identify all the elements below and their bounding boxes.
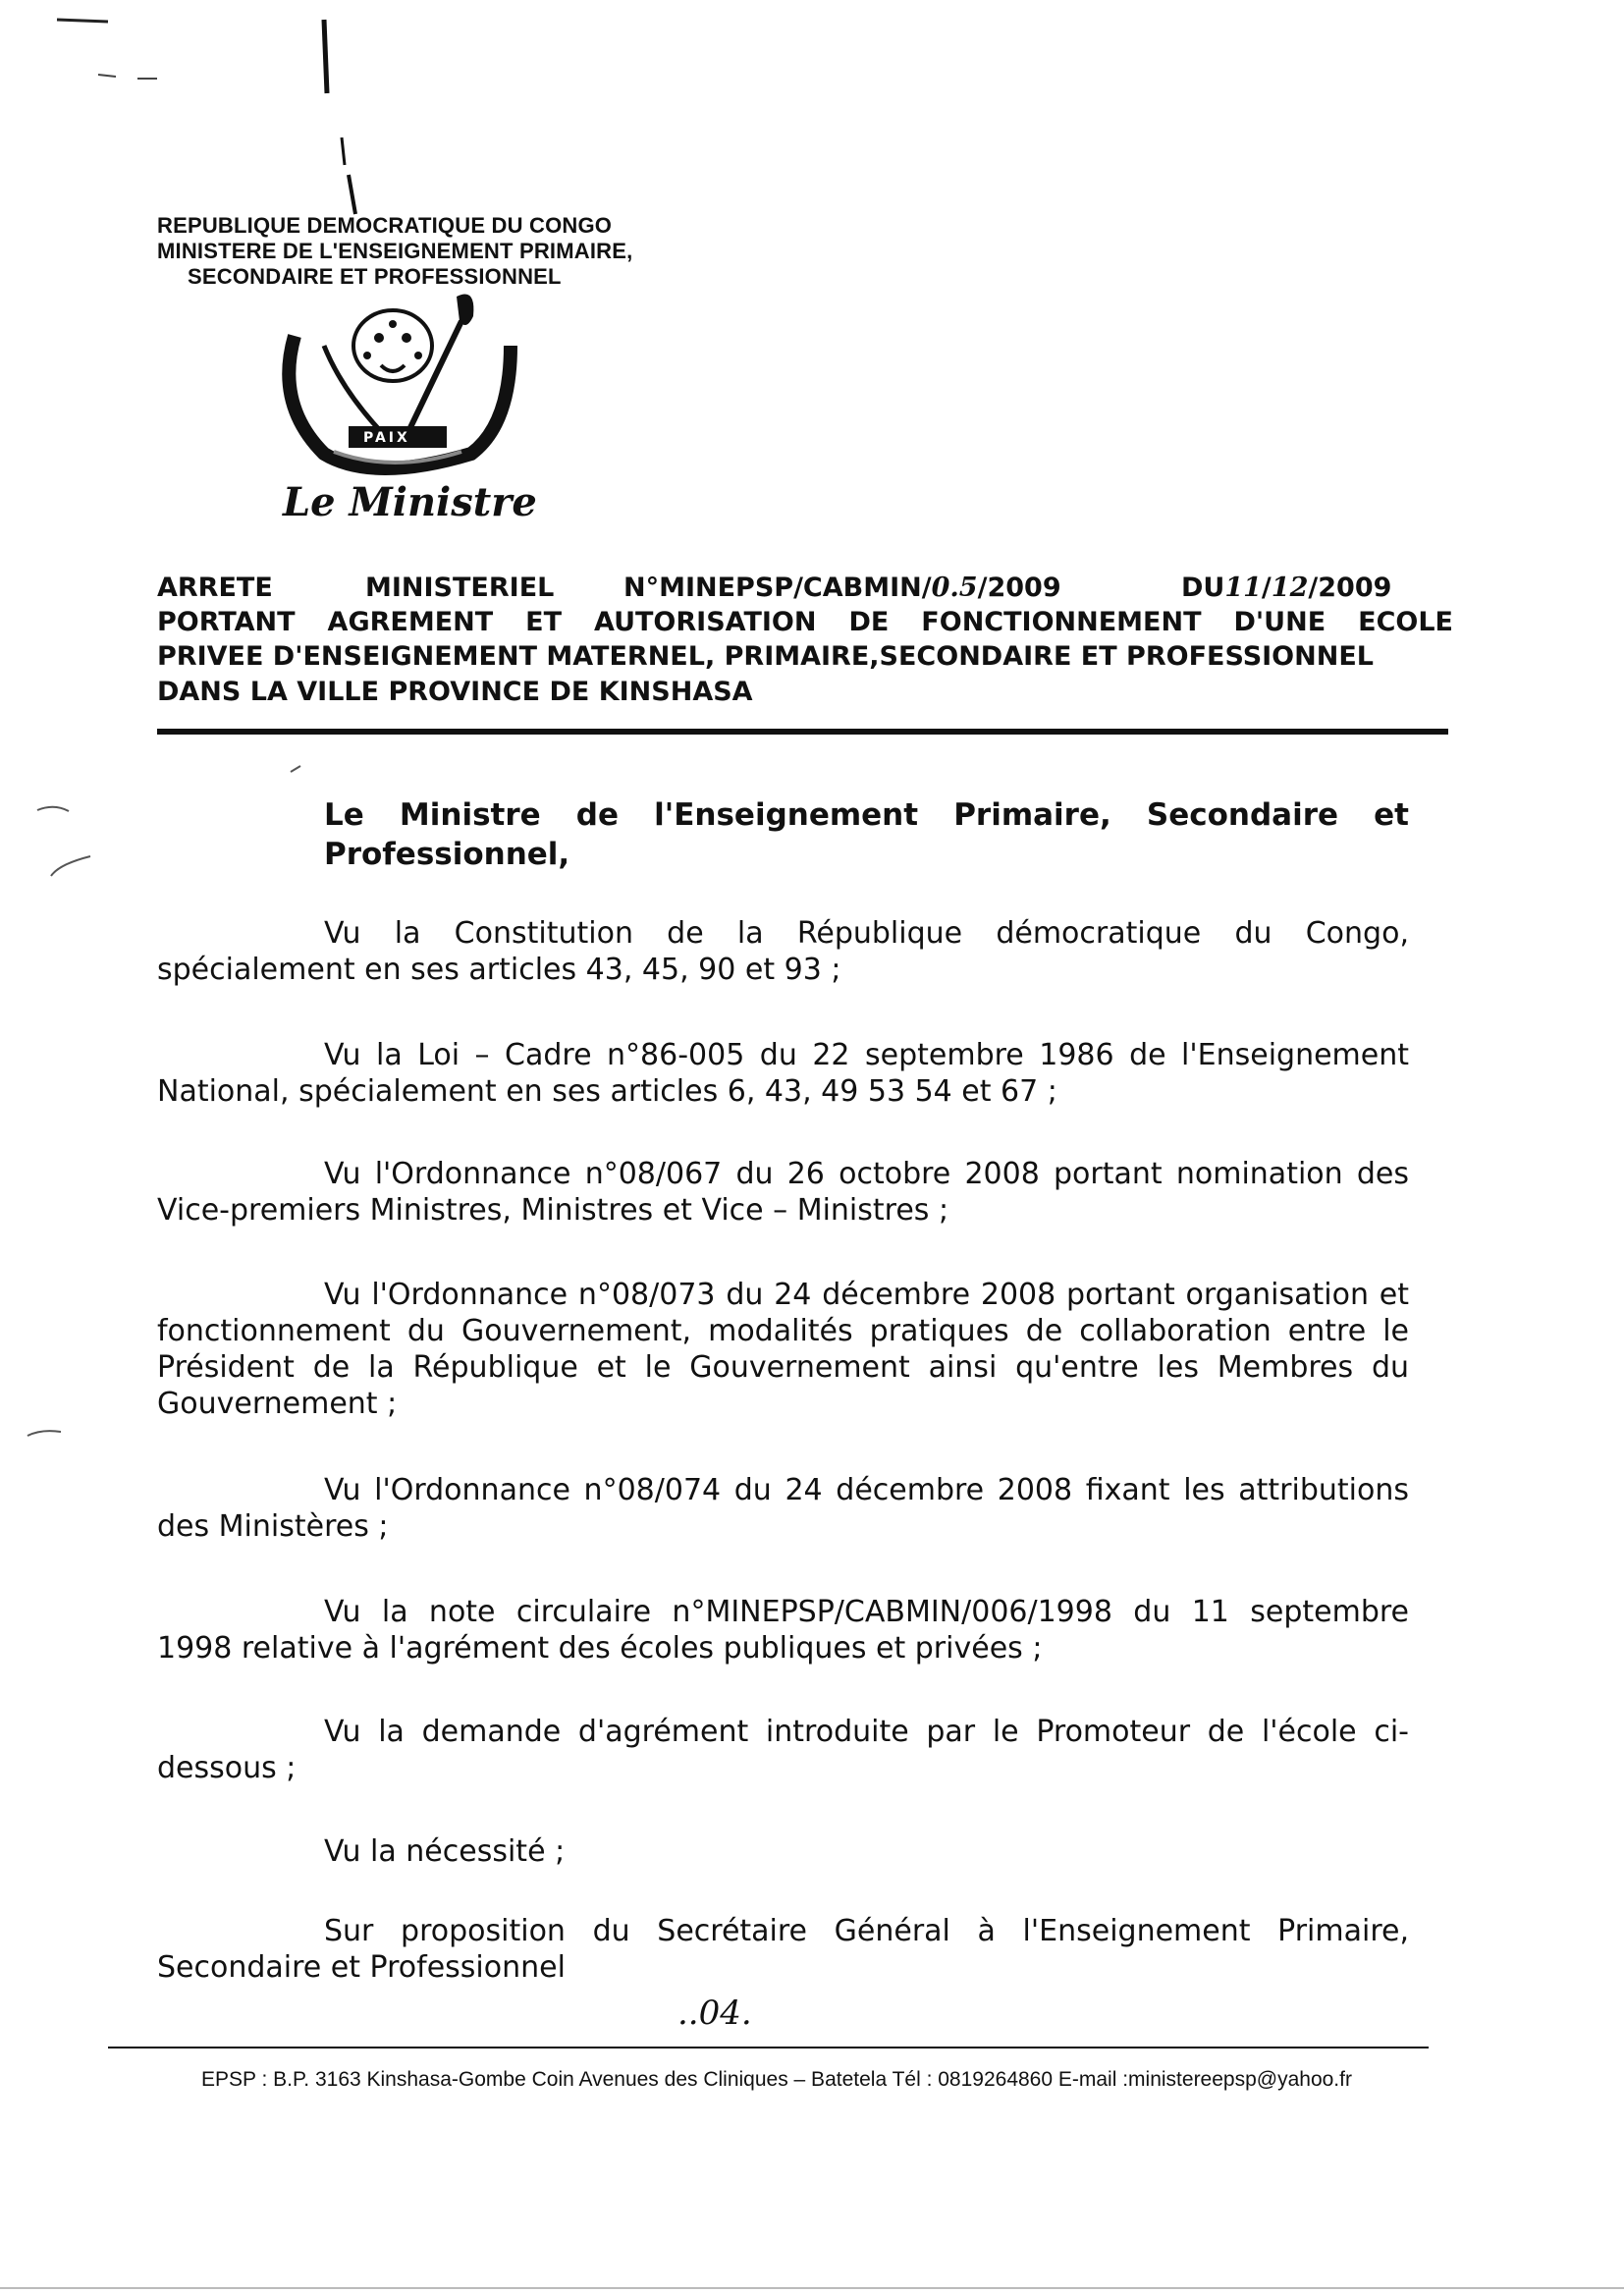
preamble-ordonnance-073: Vu l'Ordonnance n°08/073 du 24 décembre 2008 portant organisation et fonctionnement du Gouvernement, modalités pratiques de collaboration entre le Président de la République et le Gouvernement ainsi qu'entre les Membres du Gouvernement ; (157, 1278, 1409, 1421)
title-separator-rule (157, 729, 1448, 735)
title-subject-line-2: PRIVEE D'ENSEIGNEMENT MATERNEL, PRIMAIRE,SECONDAIRE ET PROFESSIONNEL (157, 641, 1374, 672)
header-ministry: MINISTERE DE L'ENSEIGNEMENT PRIMAIRE, (157, 239, 633, 263)
preamble-proposition: Sur proposition du Secrétaire Général à l'Enseignement Primaire, Secondaire et Professionnel (157, 1914, 1409, 1985)
emblem-ribbon-text: PAIX (363, 430, 410, 446)
signatory-title: Le Ministre (283, 479, 537, 525)
title-subject-line-1: PORTANT AGREMENT ET AUTORISATION DE FONCTIONNEMENT D'UNE ECOLE (157, 607, 1453, 637)
handwritten-date-day: 11 (1224, 573, 1262, 603)
title-reference-prefix: N°MINEPSP/CABMIN/ (623, 573, 932, 603)
body-heading-line-1: Le Ministre de l'Enseignement Primaire, Secondaire et (324, 797, 1409, 833)
title-date: DU11/12/2009 (1181, 573, 1392, 603)
preamble-demande-agrement: Vu la demande d'agrément introduite par le Promoteur de l'école ci-dessous ; (157, 1715, 1409, 1785)
preamble-note-circulaire: Vu la note circulaire n°MINEPSP/CABMIN/006/1998 du 11 septembre 1998 relative à l'agrément des écoles publiques et privées ; (157, 1595, 1409, 1666)
title-du: DU (1181, 573, 1225, 603)
title-ministeriel: MINISTERIEL (365, 573, 555, 603)
title-reference: N°MINEPSP/CABMIN/0.5/2009 (623, 573, 1061, 603)
header-republic: REPUBLIQUE DEMOCRATIQUE DU CONGO (157, 213, 613, 238)
title-date-year: 2009 (1318, 573, 1392, 603)
coat-of-arms-emblem (265, 287, 530, 483)
title-reference-year: 2009 (987, 573, 1061, 603)
preamble-ordonnance-067: Vu l'Ordonnance n°08/067 du 26 octobre 2008 portant nomination des Vice-premiers Ministres, Ministres et Vice – Ministres ; (157, 1157, 1409, 1228)
footer-rule (108, 2047, 1429, 2048)
preamble-loi-cadre: Vu la Loi – Cadre n°86-005 du 22 septembre 1986 de l'Enseignement National, spécialement en ses articles 6, 43, 49 53 54 et 67 ; (157, 1038, 1409, 1109)
body-heading (324, 795, 1409, 874)
header-ministry-cont: SECONDAIRE ET PROFESSIONNEL (188, 264, 562, 289)
preamble-necessite: Vu la nécessité ; (324, 1834, 566, 1869)
title-subject-line-3: DANS LA VILLE PROVINCE DE KINSHASA (157, 677, 753, 707)
preamble-ordonnance-074: Vu l'Ordonnance n°08/074 du 24 décembre 2008 fixant les attributions des Ministères ; (157, 1473, 1409, 1544)
preamble-constitution: Vu la Constitution de la République démocratique du Congo, spécialement en ses articles 43, 45, 90 et 93 ; (157, 916, 1409, 987)
handwritten-ref-number: 0.5 (931, 573, 978, 603)
footer-contact: EPSP : B.P. 3163 Kinshasa-Gombe Coin Avenues des Cliniques – Batetela Tél : 0819264860 E-mail :ministereepsp@yahoo.fr (201, 2068, 1352, 2091)
title-arrete: ARRETE (157, 573, 273, 603)
handwritten-date-month: 12 (1271, 573, 1309, 603)
handwritten-page-mark: ..04. (677, 1994, 752, 2033)
body-heading-line-2: Professionnel, (324, 837, 570, 872)
